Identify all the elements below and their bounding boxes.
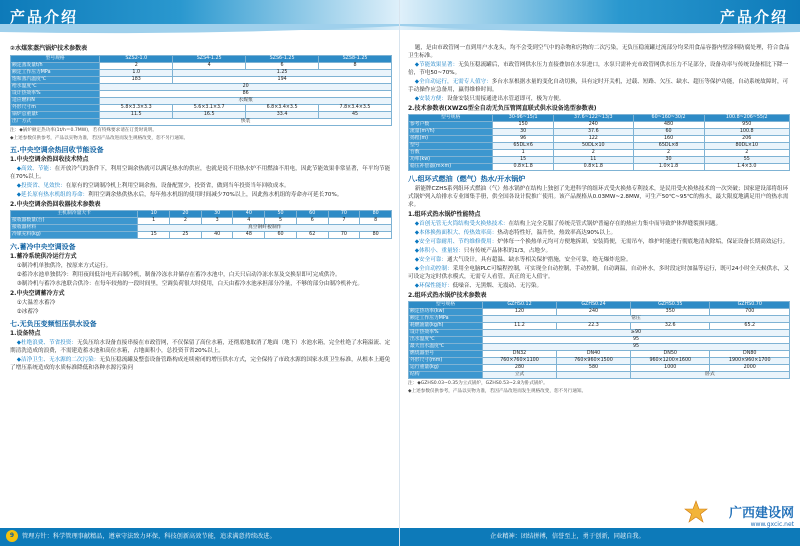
table-cell: 6.8×3.4×3.5 — [246, 105, 319, 112]
section-title: 七.无负压变频恒压供水设备 — [10, 320, 97, 328]
heat-recovery-table — [10, 210, 392, 239]
coal-slurry-boiler-table — [10, 55, 392, 126]
table-cell: 2 — [170, 218, 202, 225]
intro-paragraph: 新能牌CZHS系列组环式燃油（气）热水锅炉在结构上独创了先进科学的组环式受火换热专利技术，是民用受火换热技术的一次突破；国家建设部将组环式锅炉列入给排水专业图集手册，供全国各设计院推广使用。该产品规格从0.03MW~2.8MW，可生产50℃~95℃的热水，最大限度地满足用户的热水需求。 — [408, 186, 789, 208]
table-cell: 120 — [482, 309, 556, 316]
subsection-title: 1.设备特点 — [10, 330, 41, 337]
row-header-cell: 扬程(m) — [409, 136, 493, 143]
table-note: ◆上述参数仅供参考，产品以实物为准，若因产品改进而发生规格改变，恕不另行通知。 — [10, 136, 189, 141]
table-caption: ②水煤浆蒸汽锅炉技术参数表 — [10, 45, 88, 52]
table-header-cell: 20 — [170, 211, 202, 218]
table-cell: 96 — [493, 136, 554, 143]
feature-paragraph: ◆全自动控制：采用全电脑PLC可编程控制，可实现全自动控制，手动控制，自动调温，自动补水，多时段定时加温等运行，既可24小时全天候供水，又可设定为定时供水模式，无需专人看管，真正的无人值守。 — [408, 266, 789, 280]
table-cell: 480 — [633, 122, 704, 129]
row-header-cell: 最大出水温度℃ — [409, 344, 483, 351]
page-number: 9 — [6, 530, 18, 542]
table-cell: DN50 — [631, 351, 710, 358]
table-cell: 22.3 — [557, 323, 631, 330]
table-header-cell: SZS8-1.25 — [319, 56, 392, 63]
table-cell: 8 — [360, 218, 392, 225]
table-cell: 580 — [557, 365, 631, 372]
row-header-cell: 参考户数 — [409, 122, 493, 129]
mode-item: ②冰蓄冷 — [16, 309, 39, 315]
feature-paragraph: ◆杜绝浪费、节省投资：无负压给水设备直接串接在市政管网，不仅保留了高位水箱，还彻底地取消了地面（地下）水池水箱，完全杜绝了水箱溢流、定期清洗造成的浪费，不需建造蓄水池和高位水箱，占地面积小，总投资节省20%以上。 — [10, 340, 391, 354]
row-header-cell: 稳压补偿器(m×m) — [409, 164, 493, 171]
table-row — [409, 164, 790, 171]
table-header-row — [409, 115, 790, 122]
table-header-cell: 型号规格 — [11, 56, 100, 63]
table-note: 注：◆锅炉额定热功率(1t/h＝0.7MW)，若有特殊要求请在订货时说明。 — [10, 128, 157, 133]
table-cell: 6 — [296, 218, 328, 225]
table-cell: 350 — [631, 309, 710, 316]
subsection-title: 1.中央空调余热回收技术特点 — [10, 156, 89, 163]
table-cell: 37.6 — [553, 129, 633, 136]
table-row — [409, 372, 790, 379]
table-cell: DN40 — [557, 351, 631, 358]
table-cell: 4 — [233, 218, 265, 225]
row-header-cell: 饱和蒸汽温度℃ — [11, 77, 100, 84]
row-header-cell: 适应燃料N — [11, 98, 100, 105]
table-cell: DN32 — [482, 351, 556, 358]
table-row — [11, 119, 392, 126]
table-cell: 卧式 — [631, 372, 790, 379]
table-header-cell: 30 — [201, 211, 233, 218]
row-header-cell: 外形尺寸(mm) — [409, 358, 483, 365]
table-cell: 2 — [553, 150, 633, 157]
row-header-cell: 设计热效率% — [409, 330, 483, 337]
table-cell: 2 — [633, 150, 704, 157]
table-cell: 240 — [553, 122, 633, 129]
table-cell: 25 — [170, 232, 202, 239]
table-cell: 1.0×1.8 — [633, 164, 704, 171]
table-row — [409, 323, 790, 330]
feature-paragraph: ◆投资省、见效快：在原有的空调制冷机上利用空调余热，设备配置少，投资省，做到当年投资当年回收成本。 — [16, 183, 290, 189]
subsection-title: 2.中央空调余热回收器技术参数表 — [10, 201, 101, 208]
table-cell: 16.5 — [173, 112, 246, 119]
table-row — [409, 330, 790, 337]
table-cell: ≥90 — [482, 330, 789, 337]
table-cell: 0.8×1.8 — [493, 164, 554, 171]
page-title: 产品介绍 — [719, 8, 788, 26]
table-cell: 1 — [493, 150, 554, 157]
table-cell: 950 — [704, 122, 790, 129]
table-header-cell: SZS6-1.25 — [246, 56, 319, 63]
table-cell: 15 — [493, 157, 554, 164]
table-cell: 2 — [704, 150, 790, 157]
table-cell: 80 — [360, 232, 392, 239]
table-cell — [557, 372, 631, 379]
mode-item: ①大温差水蓄冷 — [16, 300, 56, 306]
section-title: 八.组环式燃油（燃气）热水/开水锅炉 — [408, 175, 526, 183]
table-cell: 55 — [704, 157, 790, 164]
table-cell: 45 — [319, 112, 392, 119]
table-cell: 122 — [553, 136, 633, 143]
table-cell: 50DL×10 — [553, 143, 633, 150]
section-title: 六.蓄冷中央空调设备 — [10, 243, 76, 251]
table-cell: 2 — [100, 63, 173, 70]
table-cell: 960×1200×1600 — [631, 358, 710, 365]
table-cell: 5 — [265, 218, 297, 225]
table-cell: 80DL×10 — [704, 143, 790, 150]
table-row — [11, 105, 392, 112]
table-header-cell: 主机制冷量大卡 — [11, 211, 138, 218]
table-header-cell: 30-96~15/1 — [493, 115, 554, 122]
table-header-row — [409, 302, 790, 309]
table-cell: 33.4 — [246, 112, 319, 119]
table-header-row — [11, 56, 392, 63]
table-header-cell: 60 — [296, 211, 328, 218]
mode-paragraph: ①制冷机单独供冷，按原来方式运行。 — [16, 263, 112, 269]
table-row — [409, 351, 790, 358]
table-cell: 0.8×1.8 — [553, 164, 633, 171]
table-cell: 真空钢纤板制作 — [138, 225, 392, 232]
table-cell: 2000 — [710, 365, 790, 372]
table-note: 注：◆GZHS0.03~0.35为立式锅炉，GZHS0.53~2.8为卧式锅炉。 — [408, 381, 548, 386]
left-content — [10, 44, 392, 373]
table-cell: 1 — [138, 218, 170, 225]
table-cell: 70 — [328, 232, 360, 239]
table-row — [11, 218, 392, 225]
table-cell: 11.2 — [482, 323, 556, 330]
table-row — [11, 232, 392, 239]
table-row — [409, 344, 790, 351]
water-supply-table — [408, 114, 790, 171]
table-row — [409, 157, 790, 164]
table-cell: 1.25 — [173, 70, 392, 77]
table-cell: 1.4×3.0 — [704, 164, 790, 171]
feature-paragraph: ◆本体换热面积大、传热效率高：热动态特性好，温升快，热效率高达90%以上。 — [414, 230, 617, 236]
table-cell: 4 — [173, 63, 246, 70]
table-header-cell: 100.8~206~55/2 — [704, 115, 790, 122]
mode-paragraph: ③制冷机与蓄冷水池联合供冷：在每年较热的一段时间里，空调负荷很大时使用，白天由蓄冷水池承担部分冷量，不够的部分由制冷机补充。 — [16, 281, 363, 287]
table-cell: 30 — [633, 157, 704, 164]
hot-water-boiler-table — [408, 301, 790, 379]
table-cell: 60 — [633, 129, 704, 136]
subsection-title: 2.组环式热水锅炉技术参数表 — [408, 292, 487, 299]
table-cell: 48 — [233, 232, 265, 239]
table-row — [11, 63, 392, 70]
row-header-cell: 额定工作压力MPa — [409, 316, 483, 323]
table-cell: 65DL×8 — [633, 143, 704, 150]
table-cell: 11.5 — [100, 112, 173, 119]
table-row — [11, 98, 392, 105]
table-cell: 11 — [553, 157, 633, 164]
subsection-title: 2.中央空调蓄冷方式 — [10, 290, 65, 297]
feature-paragraph: ◆安全可靠：通大气设计，具有超温、缺水等相关保护措施，安全可靠，绝无爆炸危险。 — [414, 257, 632, 263]
row-header-cell: 额定蒸发量t/h — [11, 63, 100, 70]
row-header-cell: 结构 — [409, 372, 483, 379]
row-header-cell: 锅炉总重量t — [11, 112, 100, 119]
table-row — [11, 77, 392, 84]
table-cell: 快装 — [100, 119, 392, 126]
row-header-cell: 功率(kw) — [409, 157, 493, 164]
table-row — [409, 136, 790, 143]
table-header-cell: 10 — [138, 211, 170, 218]
table-cell: 183 — [100, 77, 173, 84]
table-header-cell: SZS4-1.25 — [173, 56, 246, 63]
table-row — [11, 225, 392, 232]
table-row — [409, 309, 790, 316]
table-cell: 30 — [493, 129, 554, 136]
table-cell: 65.2 — [710, 323, 790, 330]
row-header-cell: 出厂方式 — [11, 119, 100, 126]
table-cell: 20 — [100, 84, 392, 91]
table-cell: 5.6×3.1×3.7 — [173, 105, 246, 112]
row-header-cell: 型号 — [409, 143, 493, 150]
footer-motto: 管理方针：科学管理事献精品，遵章守法致力环保，科技创新高效节能，追求满意持续改进。 — [0, 528, 400, 546]
row-header-cell: 接收器材料 — [11, 225, 138, 232]
row-header-cell: 冷媒充料(kg) — [11, 232, 138, 239]
table-cell: 6 — [246, 63, 319, 70]
table-row — [11, 91, 392, 98]
table-cell: 60 — [265, 232, 297, 239]
table-header-cell: 型号规格 — [409, 115, 493, 122]
feature-paragraph: ◆高效、节能：在开放冷气的条件下，利用空调余热就可以满足热水的供应，也就是说不用热水炉不用燃油不用电，因此节能效果非常显著，年平均节能在70%以上。 — [10, 166, 391, 180]
table-cell: 62 — [296, 232, 328, 239]
watermark-url: www.gxcic.net — [750, 521, 794, 528]
table-row — [11, 112, 392, 119]
subsection-title: 1.蓄冷系统供冷运行方式 — [10, 253, 77, 260]
table-row — [409, 150, 790, 157]
table-cell: 8 — [319, 63, 392, 70]
row-header-cell: 设计热效率% — [11, 91, 100, 98]
table-cell: 水煤浆 — [100, 98, 392, 105]
table-header-cell: 80 — [360, 211, 392, 218]
table-row — [11, 70, 392, 77]
row-header-cell: 外形尺寸m — [11, 105, 100, 112]
table-cell: 40 — [201, 232, 233, 239]
table-row — [409, 358, 790, 365]
footer-motto: 企业精神：团结拼搏，信誉至上，勇于创新，同越自我。 — [400, 528, 800, 546]
feature-paragraph: ◆首创无管无火筒结构受火换热技术：在结构上完全克服了传统壳管式锅炉普遍存在的热应力集中而导致炉体焊缝裂损问题。 — [414, 221, 722, 227]
table-header-cell: 型号规格 — [409, 302, 483, 309]
feature-paragraph: ◆安全可靠耐用、节约维修费用：炉体每一个换热单元均可方便地拆卸，安装简便，无需吊车，维护时能进行彻底地清灰除垢，保证设备长期高效运行。 — [414, 239, 789, 245]
table-cell: 1.0 — [100, 70, 173, 77]
table-row — [409, 316, 790, 323]
table-cell: 15 — [138, 232, 170, 239]
feature-paragraph: ◆延长原有热水机组的寿命：利用空调余热供热水后，每年热水机组的使用时间减少70%以上，因此热水机组的寿命亦可延长70%。 — [16, 192, 343, 198]
table-cell: 7 — [328, 218, 360, 225]
table-header-cell: SZS2-1.0 — [100, 56, 173, 63]
table-cell: 95 — [482, 337, 789, 344]
table-cell: 常压 — [482, 316, 789, 323]
table-row — [409, 129, 790, 136]
table-header-cell: 40 — [233, 211, 265, 218]
row-header-cell: 台数 — [409, 150, 493, 157]
table-cell: 7.8×3.4×3.5 — [319, 105, 392, 112]
table-row — [409, 122, 790, 129]
feature-paragraph: ◆洁净卫生、无水源的二次污染：无负压稳流罐及整套设备管路构成连续密闭的增压供水方式，完全保持了市政水源的国家水质卫生标准，从根本上避免了增压系统造成的水质标准降低和各种水源污染问 — [10, 357, 391, 371]
table-cell: 3 — [201, 218, 233, 225]
feature-paragraph: ◆环保性能好：低噪音、无黑烟、无震动、无污染。 — [414, 283, 543, 289]
row-header-cell: 耗燃油量(kg/h) — [409, 323, 483, 330]
row-header-cell: 出水温度℃ — [409, 337, 483, 344]
row-header-cell: 额定工作压力MPa — [11, 70, 100, 77]
table-header-cell: GZHS0.70 — [710, 302, 790, 309]
row-header-cell: 运行重量(kg) — [409, 365, 483, 372]
table-header-cell: GZHS0.35 — [631, 302, 710, 309]
table-cell: 86 — [100, 91, 392, 98]
table-cell: 760×960×1500 — [557, 358, 631, 365]
feature-paragraph: ◆全自动运行，无需专人值守：多台水泵根据水量的变化自动切换，具有定时开关机，过载、短路、欠压、缺水、超压等保护功能，自动系统故障时，可手动操作应急备用，赢得维修时间。 — [408, 79, 789, 93]
subsection-title: 1.组环式热水锅炉性能特点 — [408, 211, 481, 218]
intro-paragraph: 题，是由市政管网一直到用户水龙头，均不会受到空气中的杂物和污物的二次污染，无负压稳流罐过流部分均采用食品容器内壁涂料防腐处理，符合食品卫生标准。 — [408, 45, 790, 59]
table-cell: 240 — [557, 309, 631, 316]
table-cell: 立式 — [482, 372, 556, 379]
table-row — [409, 143, 790, 150]
table-header-cell: GZHS0.12 — [482, 302, 556, 309]
table-header-cell: 50 — [265, 211, 297, 218]
table-cell: DN80 — [710, 351, 790, 358]
table-header-cell: 70 — [328, 211, 360, 218]
feature-paragraph: ◆安装方便：设备安装只需接通进出水管道即可，极为方便。 — [414, 96, 565, 102]
row-header-cell: 燃烧器型号 — [409, 351, 483, 358]
row-header-cell: 流量(m³/h) — [409, 129, 493, 136]
table-cell: 32.6 — [631, 323, 710, 330]
table-header-cell: 37.6~122~13/3 — [553, 115, 633, 122]
row-header-cell: 接收器数量(台) — [11, 218, 138, 225]
table-cell: 700 — [710, 309, 790, 316]
row-header-cell: 给水温度℃ — [11, 84, 100, 91]
table-cell: 65DL×6 — [493, 143, 554, 150]
right-page — [400, 0, 800, 546]
feature-paragraph: ◆体积小、重量轻：只有传统产品体积的1/3，占地少。 — [414, 248, 552, 254]
mode-paragraph: ②蓄冷水池单独供冷：利用夜间低谷电开启制冷机，制备冷冻水并储存在蓄冷水池中，白天只启动冷冻水泵及交换泵即可完成供冷。 — [16, 272, 341, 278]
table-header-row — [11, 211, 392, 218]
table-cell: 1900×960×1700 — [710, 358, 790, 365]
table-note: ◆上述参数仅供参考，产品以实物为准，若因产品改进而发生规格改变，恕不另行通知。 — [408, 389, 587, 394]
table-cell: 100.8 — [704, 129, 790, 136]
table-cell: 760×760×1100 — [482, 358, 556, 365]
right-content — [408, 44, 790, 397]
table-row — [409, 337, 790, 344]
table-cell: 160 — [633, 136, 704, 143]
table-row — [11, 84, 392, 91]
table-cell: 1000 — [631, 365, 710, 372]
star-logo-icon — [684, 500, 708, 524]
page-title: 产品介绍 — [10, 8, 79, 26]
table-cell: 280 — [482, 365, 556, 372]
table-header-cell: GZHS0.24 — [557, 302, 631, 309]
table-cell: 95 — [482, 344, 789, 351]
table-row — [409, 365, 790, 372]
feature-paragraph: ◆节能效果显著：无负压稳流罐后，市政管网供水压力直接叠加在水泵进口，水泵只需补充市政管网供水压力不足部分，设备功率与传统设备相比下降一倍，节电50~70%。 — [408, 62, 789, 76]
table-header-cell: 60~160~30/2 — [633, 115, 704, 122]
subsection-title: 2.技术参数表(XWZG型全自动无负压管网直联式供水设备选型参数表) — [408, 105, 597, 112]
table-cell: 5.8×3.3×3.3 — [100, 105, 173, 112]
section-title: 五.中央空调余热回收节能设备 — [10, 146, 104, 154]
watermark-logo — [729, 502, 794, 528]
table-cell: 194 — [173, 77, 392, 84]
table-cell: 206 — [704, 136, 790, 143]
table-cell: 150 — [493, 122, 554, 129]
row-header-cell: 额定热功率(kw) — [409, 309, 483, 316]
watermark-text: 广西建设网 — [728, 506, 794, 521]
